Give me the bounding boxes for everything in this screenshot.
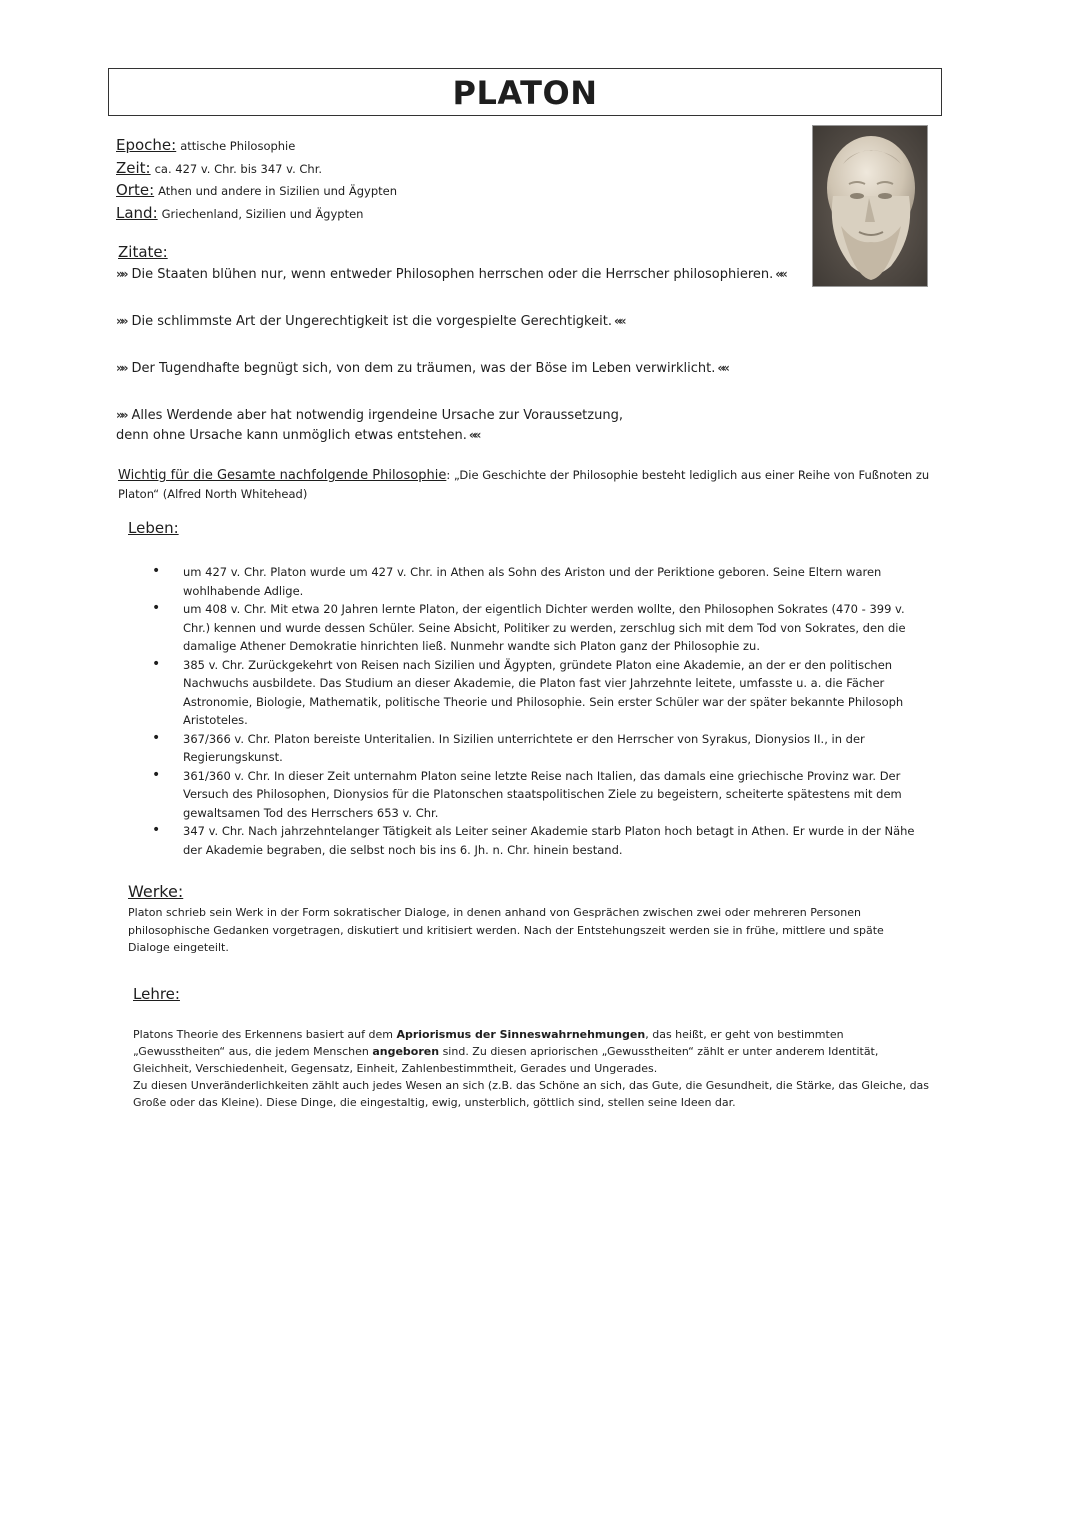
wichtig-paragraph (118, 466, 940, 503)
leben-heading: Leben: (128, 519, 179, 537)
page-title: PLATON (452, 74, 598, 112)
meta-land: Land: Griechenland, Sizilien und Ägypten (116, 203, 364, 222)
quote-close-icon: «« (717, 361, 727, 375)
list-item: • 347 v. Chr. Nach jahrzehntelanger Tätigkeit als Leiter seiner Akademie starb Platon hoch betagt in Athen. Er wurde in der Nähe der Akademie begraben, die selbst noch bis ins 6. Jh. n. Chr. hinein bestand. (152, 822, 922, 859)
quote-close-icon: «« (775, 267, 785, 281)
werke-paragraph: Platon schrieb sein Werk in der Form sokratischer Dialoge, in denen anhand von Gesprächen zwischen zwei oder mehreren Personen philosophische Gedanken vorgetragen, diskutiert und kritisiert werden. Nach der Entstehungszeit werden sie in frühe, mittlere und späte Dialoge eingeteilt. (128, 906, 884, 954)
list-item: • 385 v. Chr. Zurückgekehrt von Reisen nach Sizilien und Ägypten, gründete Platon eine Akademie, an der er den politischen Nachwuchs ausbildete. Das Studium an dieser Akademie, die Platon fast vier Jahrzehnte leitete, umfasste u. a. die Fächer Astronomie, Biologie, Mathematik, politische Theorie und Philosophie. Sein erster Schüler war der später bekannte Philosoph Aristoteles. (152, 656, 922, 730)
platon-bust-image (812, 125, 928, 287)
quote-3: »» Der Tugendhafte begnügt sich, von dem zu träumen, was der Böse im Leben verwirklicht. «« (116, 361, 727, 376)
quote-close-icon: «« (613, 314, 624, 328)
title-box (108, 68, 942, 116)
list-item: • um 427 v. Chr. Platon wurde um 427 v. Chr. in Athen als Sohn des Ariston und der Periktione geboren. Seine Eltern waren wohlhabende Adlige. (152, 563, 922, 600)
leben-list (152, 563, 922, 859)
wichtig-text: : „Die Geschichte der Philosophie besteht lediglich aus einer Reihe von Fußnoten zu Platon“ (Alfred North Whitehead) (118, 468, 930, 501)
quote-close-icon: «« (468, 428, 479, 442)
list-item: • 361/360 v. Chr. In dieser Zeit unternahm Platon seine letzte Reise nach Italien, das damals eine griechische Provinz war. Der Versuch des Philosophen, Dionysios für die Platonschen staatspolitischen Ziele zu begeistern, scheiterte spätestens mit dem gewaltsamen Tod des Herrschers 653 v. Chr. (152, 767, 922, 823)
meta-zeit: Zeit: ca. 427 v. Chr. bis 347 v. Chr. (116, 158, 323, 177)
lehre-paragraph (133, 1026, 933, 1111)
list-item: • um 408 v. Chr. Mit etwa 20 Jahren lernte Platon, der eigentlich Dichter werden wollte, den Philosophen Sokrates (470 - 399 v. Chr.) kennen und wurde dessen Schüler. Seine Absicht, Politiker zu werden, zerschlug sich mit dem Tod von Sokrates, den die damalige Athener Demokratie hinrichten ließ. Nunmehr wandte sich Platon ganz der Philosophie zu. (152, 600, 922, 656)
meta-orte: Orte: Athen und andere in Sizilien und Ägypten (116, 181, 398, 199)
lehre-heading: Lehre: (133, 985, 180, 1003)
quotes-heading: Zitate: (118, 243, 168, 261)
quote-4: »» Alles Werdende aber hat notwendig irgendeine Ursache zur Voraussetzung, (116, 408, 623, 423)
quote-open-icon: »» (116, 267, 126, 281)
meta-info (116, 135, 397, 225)
quote-open-icon: »» (116, 361, 126, 375)
quote-open-icon: »» (116, 314, 126, 328)
list-item: • 367/366 v. Chr. Platon bereiste Unteritalien. In Sizilien unterrichtete er den Herrscher von Syrakus, Dionysios II., in der Regierungskunst. (152, 730, 922, 767)
quote-1: »» Die Staaten blühen nur, wenn entweder Philosophen herrschen oder die Herrscher philosophieren. «« (116, 267, 785, 282)
lehre-paragraph-1: Platons Theorie des Erkennens basiert auf dem Apriorismus der Sinneswahrnehmungen, das heißt, er geht von bestimmten „Gewusstheiten“ aus, die jedem Menschen angeboren sind. Zu diesen apriorischen „Gewusstheiten“ zählt er unter anderem Identität, Gleichheit, Verschiedenheit, Gegensatz, Einheit, Zahlenbestimmtheit, Gerades und Ungerades. (133, 1028, 879, 1075)
wichtig-label: Wichtig für die Gesamte nachfolgende Philosophie (118, 468, 447, 483)
quote-2: »» Die schlimmste Art der Ungerechtigkeit ist die vorgespielte Gerechtigkeit. «« (116, 314, 624, 329)
quote-open-icon: »» (116, 408, 126, 422)
lehre-paragraph-2: Zu diesen Unveränderlichkeiten zählt auch jedes Wesen an sich (z.B. das Schöne an sich, das Gute, die Gesundheit, die Stärke, das Gleiche, das Große oder das Kleine). Diese Dinge, die eingestaltig, ewig, unsterblich, göttlich sind, stellen seine Ideen dar. (133, 1079, 930, 1109)
quote-4-continued: denn ohne Ursache kann unmöglich etwas entstehen. «« (116, 428, 479, 443)
werke-heading: Werke: (128, 882, 184, 901)
meta-epoche: Epoche: attische Philosophie (116, 136, 296, 154)
